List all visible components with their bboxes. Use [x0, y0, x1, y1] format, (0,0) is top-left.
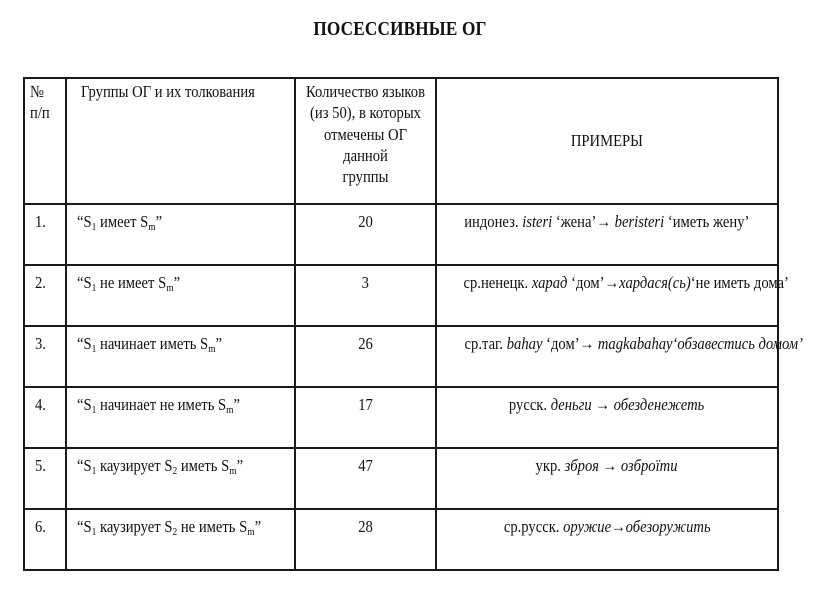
example-target-gloss: ‘обзавестись домом’	[672, 334, 803, 353]
row-count-text: 3	[361, 273, 370, 292]
header-examples	[436, 78, 778, 204]
header-count-line2: (из 50), в которых	[310, 103, 421, 123]
example-source-word: isteri	[522, 212, 553, 231]
header-count-line4: группы	[342, 167, 389, 186]
row-number-text: 1.	[35, 212, 46, 231]
row-count-text: 20	[358, 212, 373, 231]
object-symbol: S	[221, 456, 230, 475]
row-group	[66, 387, 295, 448]
example-source-gloss: →	[592, 395, 615, 414]
row-count	[295, 448, 436, 509]
example-source-gloss: ‘жена’→	[552, 212, 615, 231]
row-number	[24, 265, 66, 326]
predicate-text: имеет	[96, 212, 141, 231]
quote-open: “	[77, 517, 84, 536]
row-group	[66, 265, 295, 326]
predicate-text: начинает иметь	[96, 334, 201, 353]
header-count-line1: Количество языков	[305, 82, 426, 101]
row-group	[66, 509, 295, 570]
row-count	[295, 204, 436, 265]
header-count	[295, 78, 436, 204]
subject-index: 1	[91, 465, 97, 477]
row-count-text: 47	[358, 456, 373, 475]
quote-close: ”	[233, 395, 241, 414]
header-number-line2: п/п	[30, 103, 50, 123]
header-count-line3: отмечены ОГ данной	[323, 124, 408, 165]
row-count	[295, 265, 436, 326]
row-example	[436, 509, 778, 570]
quote-close: ”	[155, 212, 163, 231]
header-groups	[66, 78, 295, 204]
example-target-word: обезденежеть	[614, 395, 705, 414]
causee-symbol: S	[164, 456, 173, 475]
causee-index: 2	[172, 526, 178, 538]
example-source-gloss: ‘дом’→	[542, 334, 598, 353]
example-source-word: bahay	[506, 334, 543, 353]
header-number	[24, 78, 66, 204]
example-target-word: magkabahay	[597, 334, 673, 353]
object-index: m	[166, 282, 174, 294]
quote-open: “	[77, 273, 84, 292]
example-target-gloss: ‘иметь жену’	[664, 212, 750, 231]
row-number	[24, 448, 66, 509]
subject-symbol: S	[83, 273, 92, 292]
subject-symbol: S	[83, 395, 92, 414]
row-example	[436, 448, 778, 509]
example-source-gloss: ‘дом’→	[567, 273, 620, 292]
subject-index: 1	[91, 526, 97, 538]
example-source-word: зброя	[565, 456, 600, 475]
header-groups-label: Группы ОГ и их толкования	[81, 82, 255, 101]
row-group	[66, 326, 295, 387]
predicate-text: не имеет	[96, 273, 159, 292]
row-count-text: 26	[358, 334, 373, 353]
object-index: m	[208, 343, 216, 355]
row-count	[295, 387, 436, 448]
row-count	[295, 509, 436, 570]
example-source-word: деньги	[551, 395, 593, 414]
page-title: ПОСЕССИВНЫЕ ОГ	[313, 18, 487, 40]
object-index: m	[247, 526, 255, 538]
quote-open: “	[77, 212, 84, 231]
table-header-row	[24, 78, 778, 204]
row-number-text: 6.	[35, 517, 46, 536]
row-number-text: 5.	[35, 456, 46, 475]
object-symbol: S	[239, 517, 248, 536]
row-example	[436, 204, 778, 265]
row-example	[436, 326, 803, 387]
example-source-gloss: →	[610, 517, 626, 536]
predicate-text: каузирует	[96, 517, 165, 536]
example-language: укр.	[535, 456, 566, 475]
table-row	[24, 204, 778, 265]
subject-symbol: S	[83, 334, 92, 353]
example-language: ср.ненецк.	[463, 273, 532, 292]
example-language: индонез.	[464, 212, 523, 231]
table-row	[24, 448, 778, 509]
subject-index: 1	[91, 282, 97, 294]
example-source-word: харад	[531, 273, 568, 292]
row-number-text: 3.	[35, 334, 46, 353]
predicate-text: каузирует	[96, 456, 165, 475]
example-target-word: обезоружить	[625, 517, 711, 536]
subject-index: 1	[91, 343, 97, 355]
table-row	[24, 265, 778, 326]
row-number	[24, 326, 66, 387]
predicate-text: начинает не иметь	[96, 395, 219, 414]
object-symbol: S	[200, 334, 209, 353]
quote-open: “	[77, 334, 84, 353]
example-source-word: оружие	[562, 517, 611, 536]
causee-index: 2	[172, 465, 178, 477]
predicate-text-2: иметь	[177, 456, 222, 475]
example-source-gloss: →	[599, 456, 622, 475]
row-number	[24, 387, 66, 448]
example-language: ср.таг.	[464, 334, 507, 353]
subject-index: 1	[91, 221, 97, 233]
row-example	[436, 265, 789, 326]
row-count-text: 28	[358, 517, 373, 536]
quote-close: ”	[236, 456, 244, 475]
row-number-text: 2.	[35, 273, 46, 292]
quote-close: ”	[254, 517, 262, 536]
row-group	[66, 204, 295, 265]
subject-symbol: S	[83, 517, 92, 536]
quote-close: ”	[215, 334, 223, 353]
row-number	[24, 204, 66, 265]
causee-symbol: S	[164, 517, 173, 536]
example-target-gloss: ‘не иметь дома’	[690, 273, 789, 292]
example-target-word: озброїти	[621, 456, 678, 475]
example-language: ср.русск.	[503, 517, 563, 536]
table-row	[24, 387, 778, 448]
row-group	[66, 448, 295, 509]
subject-symbol: S	[83, 456, 92, 475]
quote-open: “	[77, 456, 84, 475]
quote-close: ”	[173, 273, 181, 292]
table-row	[24, 509, 778, 570]
example-target-word: хардася(сь)	[619, 273, 691, 292]
example-target-word: beristeri	[614, 212, 665, 231]
object-index: m	[229, 465, 237, 477]
header-examples-label: ПРИМЕРЫ	[570, 131, 644, 151]
quote-open: “	[77, 395, 84, 414]
object-symbol: S	[140, 212, 149, 231]
table-row	[24, 326, 778, 387]
posessive-og-table	[23, 77, 803, 571]
predicate-text-2: не иметь	[177, 517, 240, 536]
subject-index: 1	[91, 404, 97, 416]
object-symbol: S	[218, 395, 227, 414]
object-index: m	[226, 404, 234, 416]
row-example	[436, 387, 778, 448]
header-number-line1: №	[30, 82, 44, 101]
object-symbol: S	[158, 273, 167, 292]
object-index: m	[148, 221, 156, 233]
row-count	[295, 326, 436, 387]
row-count-text: 17	[358, 395, 373, 414]
row-number-text: 4.	[35, 395, 46, 414]
row-number	[24, 509, 66, 570]
example-language: русск.	[509, 395, 552, 414]
subject-symbol: S	[83, 212, 92, 231]
